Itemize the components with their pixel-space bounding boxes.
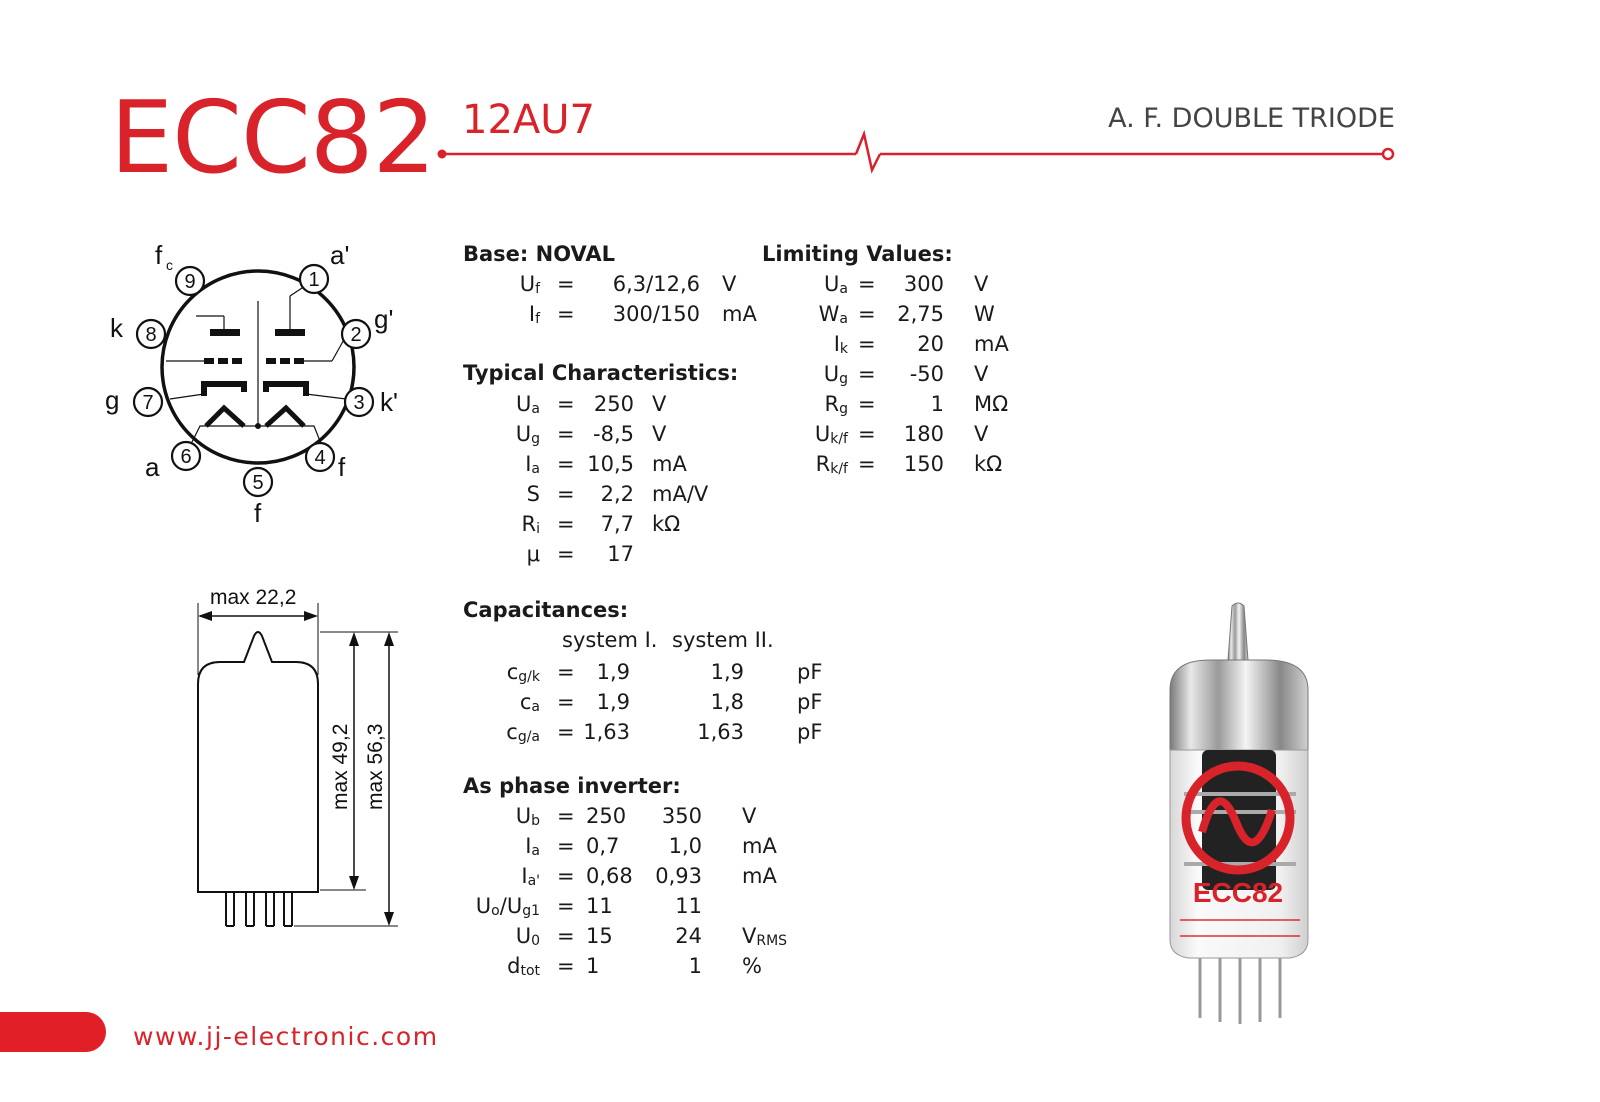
pin-number: 2 [350,324,362,346]
pin-label: g [105,385,120,415]
pin-number: 4 [314,447,326,469]
parameter-unit: V [652,422,667,446]
parameter-symbol: $W_a$ [818,302,848,327]
tube-equivalent: 12AU7 [462,97,595,143]
pin-label: a' [330,240,350,270]
pin-label: g' [374,304,394,334]
parameter-value: 24 [675,924,702,948]
parameter-value: 0,7 [586,834,620,858]
parameter-value: 250 [593,392,634,416]
pin-number: 9 [184,271,196,293]
parameter-unit: $V_{RMS}$ [742,924,788,949]
parameter-value: 300 [903,272,944,296]
parameter-symbol: $U_a$ [824,272,848,297]
parameter-value: 10,5 [587,452,634,476]
equals-sign: = [557,392,575,416]
equals-sign: = [858,422,876,446]
parameter-symbol: $R_g$ [824,392,848,417]
pin-label: k' [380,387,398,417]
phase-heading: As phase inverter: [463,774,681,798]
parameter-unit: V [974,422,989,446]
parameter-value: 150 [903,452,944,476]
pin-label: k [110,313,123,343]
limiting-heading: Limiting Values: [762,242,953,266]
parameter-value: 1,63 [697,720,744,744]
equals-sign: = [557,954,575,978]
parameter-value: 15 [586,924,613,948]
parameter-symbol: $U_o/U_{g1}$ [475,894,540,919]
parameter-unit: mA/V [652,482,709,506]
website-link[interactable]: www.jj-electronic.com [133,1022,439,1051]
parameter-symbol: $U_0$ [515,924,540,949]
equals-sign: = [557,894,575,918]
parameter-unit: % [742,954,762,978]
parameter-value: 1,9 [596,660,630,684]
parameter-value: 300/150 [612,302,700,326]
tube-print: ECC82 [1192,877,1284,908]
dimension-drawing [190,580,410,950]
parameter-value: 6,3/12,6 [612,272,700,296]
parameter-unit: pF [797,660,823,684]
pin-number: 1 [308,269,320,291]
equals-sign: = [858,302,876,326]
parameter-value: 1,0 [668,834,702,858]
parameter-value: 1,63 [583,720,630,744]
pin-number: 6 [180,446,192,468]
parameter-unit: MΩ [974,392,1009,416]
capacitances-heading: Capacitances: [463,598,629,622]
equals-sign: = [858,362,876,386]
parameter-unit: mA [974,332,1009,356]
parameter-value: 1 [930,392,944,416]
parameter-symbol: $R_{k/f}$ [815,452,848,477]
equals-sign: = [557,272,575,296]
pin-label-sub: c [166,257,173,273]
parameter-value: 1,8 [710,690,744,714]
parameter-symbol: μ [526,542,540,566]
parameter-value: 0,93 [655,864,702,888]
footer-accent-bar [0,1012,106,1052]
parameter-unit: W [974,302,995,326]
parameter-symbol: $c_a$ [519,690,540,715]
parameter-symbol: $U_a$ [516,392,540,417]
parameter-value: 7,7 [600,512,634,536]
typical-heading: Typical Characteristics: [463,361,739,385]
parameter-value: 1 [586,954,600,978]
parameter-value: 20 [917,332,944,356]
pin-number: 7 [142,392,154,414]
dim-body-height-label: max 49,2 [329,723,352,810]
pin-number: 5 [252,472,264,494]
parameter-value: -50 [909,362,944,386]
equals-sign: = [858,452,876,476]
equals-sign: = [557,482,575,506]
tube-category: A. F. DOUBLE TRIODE [1108,103,1395,134]
parameter-unit: mA [652,452,687,476]
equals-sign: = [557,720,575,744]
parameter-value: 11 [586,894,613,918]
parameter-symbol: $U_{k/f}$ [814,422,848,447]
equals-sign: = [557,804,575,828]
parameter-symbol: $I_a$ [525,452,540,477]
parameter-symbol: $I_k$ [833,332,848,357]
parameter-symbol: S [526,482,540,506]
pin-label: f [254,498,262,528]
parameter-symbol: $R_i$ [521,512,540,537]
parameter-symbol: $U_b$ [515,804,540,829]
parameter-unit: mA [742,834,777,858]
parameter-value: 11 [675,894,702,918]
parameter-unit: V [974,362,989,386]
pin-label: a [145,452,160,482]
parameter-symbol: $U_g$ [515,422,540,447]
parameter-unit: V [974,272,989,296]
pin-number: 3 [353,392,365,414]
parameter-symbol: $d_{tot}$ [507,954,540,979]
pin-number: 8 [145,324,157,346]
parameter-symbol: $I_{a'}$ [521,864,540,889]
parameter-symbol: $c_{g/a}$ [506,720,540,745]
pin-label: f [155,240,163,270]
header-rule [436,128,1398,176]
equals-sign: = [557,924,575,948]
equals-sign: = [557,302,575,326]
parameter-symbol: $I_f$ [528,302,540,327]
base-heading: Base: NOVAL [463,242,615,266]
parameter-symbol: $I_a$ [525,834,540,859]
parameter-unit: pF [797,690,823,714]
equals-sign: = [557,452,575,476]
pin-label: f [338,452,346,482]
parameter-value: 1,9 [710,660,744,684]
cap-col2-header: system II. [672,628,774,652]
parameter-value: 1,9 [596,690,630,714]
parameter-value: 250 [586,804,627,828]
parameter-unit: mA [742,864,777,888]
tube-photo [1140,600,1340,1030]
equals-sign: = [557,834,575,858]
cap-col1-header: system I. [562,628,658,652]
equals-sign: = [557,660,575,684]
parameter-unit: V [742,804,757,828]
parameter-unit: pF [797,720,823,744]
equals-sign: = [557,864,575,888]
parameter-value: 2,2 [600,482,634,506]
parameter-symbol: $c_{g/k}$ [506,660,540,685]
parameter-unit: V [722,272,737,296]
equals-sign: = [858,332,876,356]
parameter-value: -8,5 [593,422,634,446]
parameter-value: 2,75 [897,302,944,326]
equals-sign: = [858,392,876,416]
equals-sign: = [557,542,575,566]
parameter-symbol: $U_f$ [519,272,540,297]
parameter-value: 180 [903,422,944,446]
parameter-value: 1 [688,954,702,978]
dim-total-height-label: max 56,3 [364,723,387,810]
equals-sign: = [557,422,575,446]
parameter-value: 0,68 [586,864,633,888]
equals-sign: = [858,272,876,296]
parameter-unit: V [652,392,667,416]
parameter-value: 350 [661,804,702,828]
parameter-unit: kΩ [974,452,1003,476]
equals-sign: = [557,690,575,714]
parameter-unit: kΩ [652,512,681,536]
parameter-unit: mA [722,302,757,326]
dim-width-label: max 22,2 [210,586,297,609]
tube-title: ECC82 [110,79,436,196]
parameter-symbol: $U_g$ [823,362,848,387]
equals-sign: = [557,512,575,536]
pinout-diagram [100,236,410,536]
parameter-value: 17 [607,542,634,566]
